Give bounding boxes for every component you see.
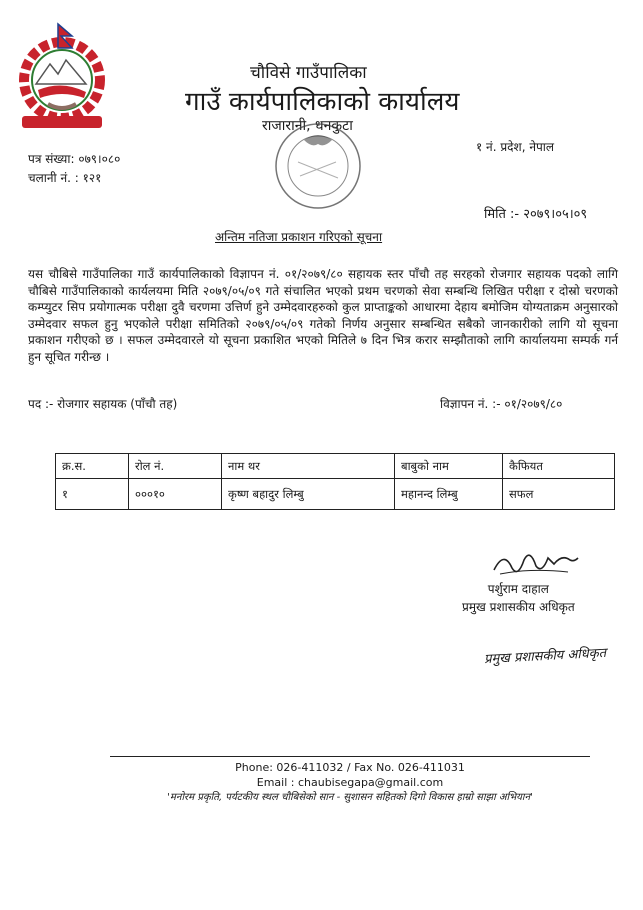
office-address: राजारानी, धनकुटा (262, 118, 353, 134)
advertisement-number: विज्ञापन नं. :- ०१/२०७९/८० (440, 397, 563, 411)
cell-name: कृष्ण बहादुर लिम्बु (222, 479, 395, 510)
signer-block (462, 580, 575, 616)
municipality-name: चौविसे गाउँपालिका (250, 63, 367, 83)
results-table (55, 453, 615, 510)
letter-number-label: पत्र संख्या: (28, 152, 75, 166)
cell-father-name: महानन्द लिम्बु (395, 479, 503, 510)
footer-phone: Phone: 026-411032 / Fax No. 026-411031 (235, 761, 465, 774)
header-name: नाम थर (222, 454, 395, 479)
dispatch-number-row (28, 169, 120, 188)
signer-title: प्रमुख प्रशासकीय अधिकृत (462, 600, 575, 614)
handwritten-designation: प्रमुख प्रशासकीय अधिकृत (483, 645, 607, 668)
header-roll: रोल नं. (129, 454, 222, 479)
signature-image (490, 540, 580, 582)
emblem-ribbon (22, 116, 102, 128)
footer (110, 760, 590, 805)
dispatch-number-value: १२१ (82, 171, 102, 185)
official-stamp (268, 118, 368, 214)
table-header-row (56, 454, 615, 479)
cell-remarks: सफल (503, 479, 615, 510)
header-remarks: कैफियत (503, 454, 615, 479)
dispatch-number-label: चलानी नं. : (28, 171, 79, 185)
cell-roll: ०००१० (129, 479, 222, 510)
cell-serial: १ (56, 479, 129, 510)
office-title: गाउँ कार्यपालिकाको कार्यालय (185, 87, 460, 117)
post-title: पद :- रोजगार सहायक (पाँचौ तह) (28, 397, 178, 411)
header-serial: क्र.स. (56, 454, 129, 479)
table-row (56, 479, 615, 510)
signer-name: पर्शुराम दाहाल (487, 582, 549, 596)
footer-divider (110, 756, 590, 757)
footer-slogan: 'मनोरम प्रकृति, पर्यटकीय स्थल चौबिसेको सान - सुशासन सहितको दिगो विकास हाम्रो साझा अभियान' (167, 792, 533, 803)
notice-body: यस चौबिसे गाउँपालिका गाउँ कार्यपालिकाको विज्ञापन नं. ०१/२०७९/८० सहायक स्तर पाँचौ तह सरहको रोजगार सहायक पदको लागि चौबिसे गाउँपालिकाको कार्यलयमा मिति २०७९/०५/०९ गते संचालित भएको प्रथम चरणको सेवा सम्बन्धि लिखित परीक्षा र दोस्रो चरणको कम्प्युटर सिप प्रयोगात्मक परीक्षा दुवै चरणमा उत्तिर्ण हुने उम्मेदवारहरुको कुल प्राप्ताङ्कको आधारमा देहाय बमोजिम योग्यताक्रम अनुसारको उम्मेदवार सफल हुनु भएकोले परीक्षा समितिको २०७९/०५/०९ गतेको निर्णय अनुसार सम्बन्धित सबैको जानकारीको लागि यो सूचना प्रकाशन गरीएको छ । सफल उम्मेदवारले यो सूचना प्रकाशित भएको मितिले ७ दिन भित्र करार सम्झौताको लागि कार्यालयमा सम्पर्क गर्न हुन सूचित गरीन्छ । (28, 267, 618, 364)
footer-email: Email : chaubisegapa@gmail.com (256, 776, 444, 789)
reference-block (28, 150, 120, 188)
header-father-name: बाबुको नाम (395, 454, 503, 479)
letter-number-row (28, 150, 120, 169)
letter-number-value: ०७९।०८० (78, 152, 121, 166)
province-text: १ नं. प्रदेश, नेपाल (476, 140, 555, 154)
nepal-emblem-logo (14, 20, 110, 140)
notice-subject: अन्तिम नतिजा प्रकाशन गरिएको सूचना (215, 230, 383, 244)
notice-date: मिति :- २०७९।०५।०९ (484, 207, 588, 222)
